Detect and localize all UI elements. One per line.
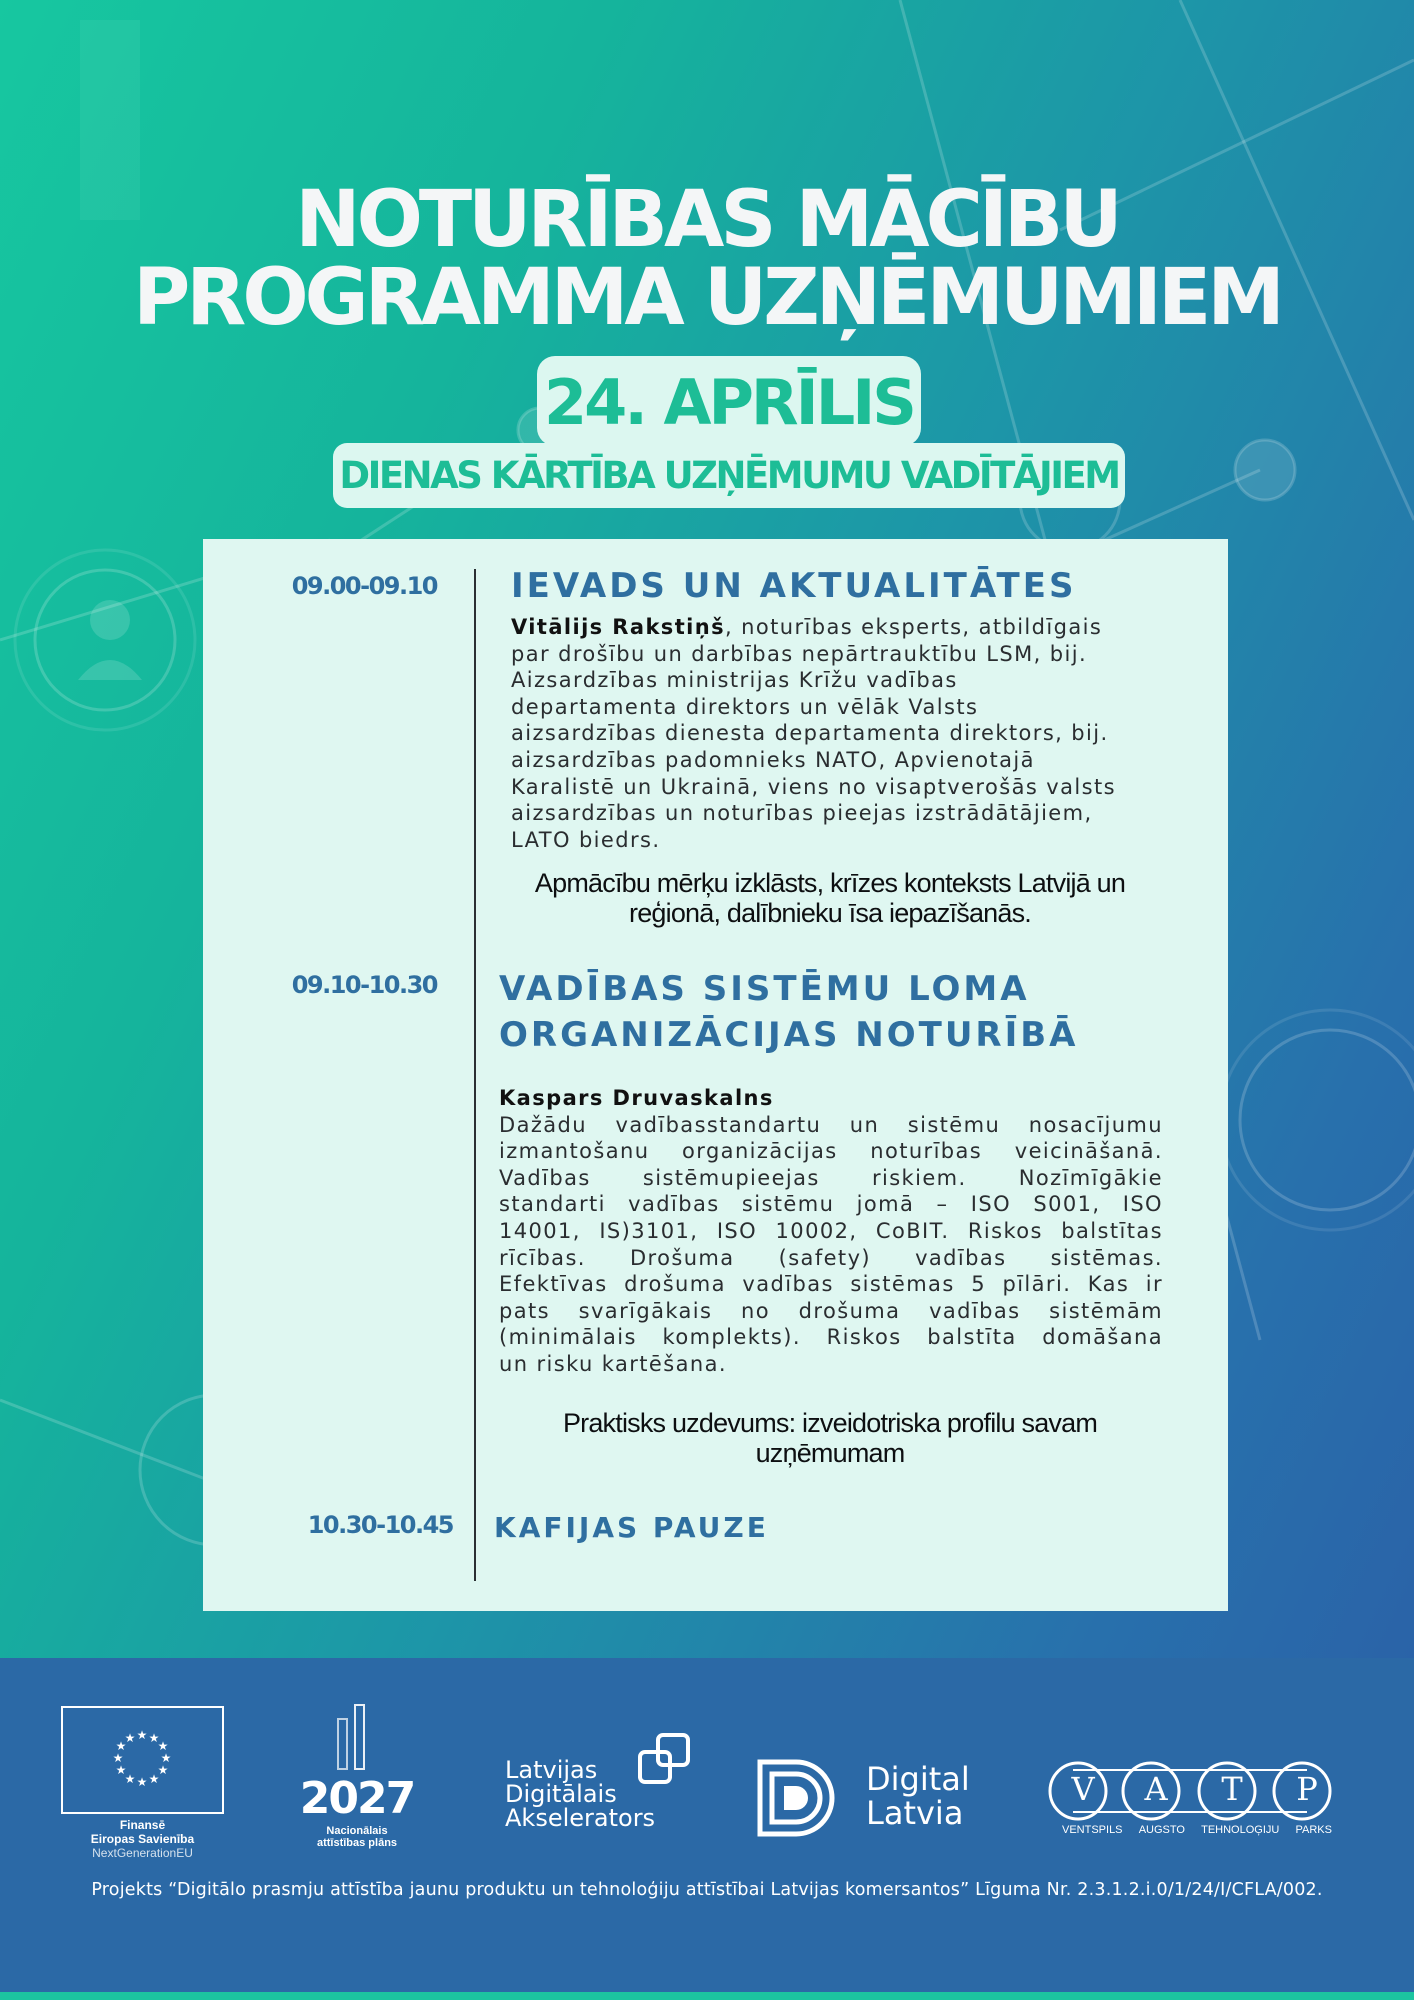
- vatp-letter: A: [1144, 1770, 1168, 1808]
- svg-text:★: ★: [148, 1772, 160, 1786]
- lda-logo-text: Latvijas Digitālais Akselerators: [505, 1756, 656, 1832]
- svg-text:★: ★: [124, 1772, 136, 1786]
- vatp-letter: T: [1221, 1770, 1243, 1808]
- agenda-summary-1: [500, 868, 1160, 928]
- agenda-time-2: 09.10-10.30: [291, 971, 437, 999]
- agenda-bio-1: [511, 614, 1171, 853]
- nap-bars-icon: [335, 1703, 375, 1773]
- agenda-time-1: 09.00-09.10: [291, 572, 437, 600]
- digital-latvia-icon: [756, 1758, 836, 1838]
- speaker-name-2: Kaspars Druvaskalns: [499, 1086, 774, 1110]
- footer-accent-line: [0, 1992, 1414, 2000]
- agenda-time-3: 10.30-10.45: [307, 1511, 453, 1539]
- speaker-name-1: Vitālijs Rakstiņš: [511, 615, 725, 639]
- heading-line: ORGANIZĀCIJAS NOTURĪBĀ: [499, 1015, 1079, 1055]
- heading-line: VADĪBAS SISTĒMU LOMA: [499, 969, 1030, 1009]
- svg-text:★: ★: [160, 1751, 172, 1765]
- project-text: Projekts “Digitālo prasmju attīstība jaunu produktu un tehnoloģiju attīstībai Latvijas komersantos” Līguma Nr. 2.3.1.2.i.0/1/24/I/CFLA/002.: [91, 1880, 1323, 1900]
- summary-line: uzņēmumam: [755, 1438, 905, 1468]
- bio-line: rīcības. Drošuma (safety) vadības sistēmas.: [499, 1245, 1163, 1270]
- bio-line: aizsardzības dienesta departamenta direktors, bij.: [511, 721, 1109, 746]
- bio-line: Vadības sistēmupieejas riskiem. Nozīmīgākie: [499, 1165, 1163, 1190]
- bio-line: pats svarīgākais no drošuma vadības sistēmām: [499, 1298, 1163, 1323]
- nap-year: 2027: [299, 1773, 415, 1824]
- vatp-caption: VENTSPILS AUGSTO TEHNOLOĢIJU PARKS: [1062, 1824, 1332, 1836]
- eu-stars-icon: [63, 1708, 222, 1812]
- agenda-summary-2: [500, 1408, 1160, 1468]
- bio-line: Vitālijs Rakstiņš, noturības eksperts, atbildīgais: [511, 615, 1103, 639]
- bio-line: LATO biedrs.: [511, 827, 661, 852]
- agenda-heading-2: [499, 966, 1079, 1058]
- svg-text:★: ★: [136, 1728, 148, 1742]
- svg-text:★: ★: [148, 1731, 160, 1745]
- agenda-heading-1: IEVADS UN AKTUALITĀTES: [511, 566, 1077, 606]
- vatp-letter: V: [1071, 1770, 1095, 1808]
- svg-text:★: ★: [112, 1751, 124, 1765]
- svg-text:★: ★: [136, 1775, 148, 1789]
- nap-caption: Nacionālais attīstības plāns: [316, 1825, 398, 1849]
- svg-text:★: ★: [157, 1739, 169, 1753]
- summary-line: Apmācību mērķu izklāsts, krīzes konteksts Latvijā un: [534, 868, 1126, 898]
- bio-line: aizsardzības padomnieks NATO, Apvienotajā: [511, 747, 1035, 772]
- bio-line: aizsardzības un noturības pieejas izstrādātājiem,: [511, 801, 1093, 826]
- agenda-subtitle: DIENAS KĀRTĪBA UZŅĒMUMU VADĪTĀJIEM: [333, 443, 1125, 508]
- vatp-letter: P: [1296, 1770, 1318, 1808]
- svg-text:★: ★: [157, 1763, 169, 1777]
- bio-line: izmantošanu organizācijas noturības veicināšanā.: [499, 1139, 1163, 1164]
- summary-line: reģionā, dalībnieku īsa iepazīšanās.: [629, 898, 1031, 928]
- bio-line: 14001, IS)3101, ISO 10002, CoBIT. Riskos balstītas: [499, 1218, 1163, 1243]
- timeline-divider: [474, 569, 476, 1581]
- page-title-line2: PROGRAMMA UZŅĒMUMIEM: [133, 253, 1281, 343]
- bio-line: Karalistē un Ukrainā, viens no visaptverošās valsts: [511, 774, 1116, 799]
- svg-text:★: ★: [115, 1739, 127, 1753]
- agenda-bio-2: [499, 1085, 1163, 1378]
- digital-latvia-text: Digital Latvia: [866, 1760, 970, 1832]
- eu-flag-logo: [61, 1706, 224, 1814]
- bio-line: Aizsardzības ministrijas Krīžu vadības: [511, 668, 958, 693]
- agenda-heading-3: KAFIJAS PAUZE: [494, 1511, 769, 1544]
- bio-line: departamenta direktors un vēlāk Valsts: [511, 694, 979, 719]
- eu-caption: Finansē Eiropas Savienība NextGenerationEU: [90, 1818, 195, 1860]
- bio-line: (minimālais komplekts). Riskos balstīta domāšana: [499, 1325, 1163, 1350]
- date-badge: 24. APRĪLIS: [537, 356, 921, 446]
- svg-text:★: ★: [124, 1731, 136, 1745]
- bio-line: standarti vadības sistēmu jomā – ISO S001, ISO: [499, 1192, 1163, 1217]
- summary-line: Praktisks uzdevums: izveidotriska profilu savam: [562, 1408, 1098, 1438]
- bio-line: Dažādu vadībasstandartu un sistēmu nosacījumu: [499, 1112, 1163, 1137]
- bio-line: un risku kartēšana.: [499, 1351, 727, 1376]
- bio-line: par drošību un darbības nepārtrauktību LSM, bij.: [511, 641, 1088, 666]
- svg-text:★: ★: [115, 1763, 127, 1777]
- lda-squares-icon: [636, 1732, 692, 1788]
- page-title-line1: NOTURĪBAS MĀCĪBU: [295, 175, 1119, 265]
- bio-line: Efektīvas drošuma vadības sistēmas 5 pīlāri. Kas ir: [499, 1272, 1163, 1297]
